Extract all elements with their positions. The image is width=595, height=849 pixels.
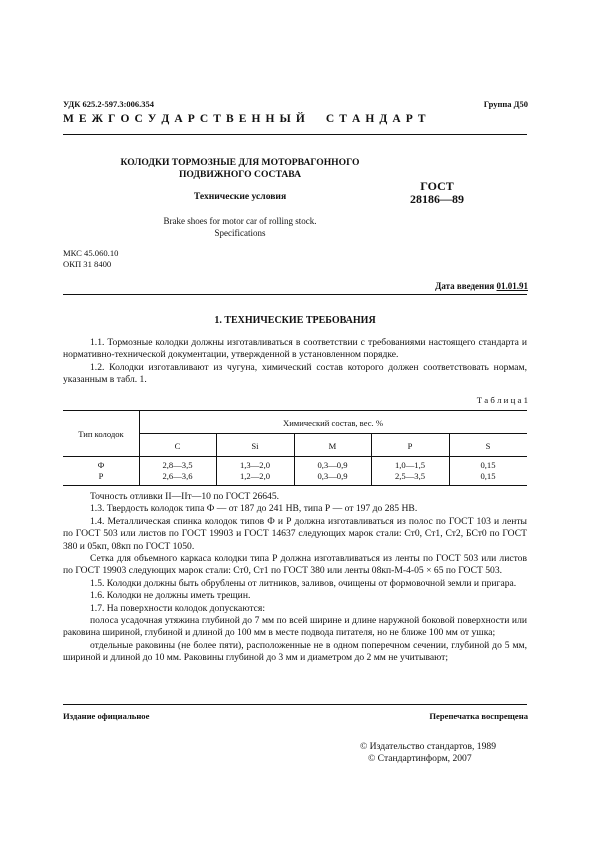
effective-date-label: Дата введения xyxy=(435,281,495,291)
group-code: Группа Д50 xyxy=(483,99,528,109)
table-cell: 1,0—1,5 xyxy=(394,460,426,470)
mks-code: МКС 45.060.10 xyxy=(63,248,119,258)
casting-accuracy: Точность отливки II—IIт—10 по ГОСТ 26645. xyxy=(90,491,280,502)
table-head-rule xyxy=(63,456,527,457)
table-cell: 2,8—3,5 xyxy=(162,460,193,470)
table-header-element: S xyxy=(485,441,491,451)
reprint-notice: Перепечатка воспрещена xyxy=(429,711,528,721)
table-header-composition: Химический состав, вес. % xyxy=(282,418,383,428)
table-cell: 1,3—2,0 xyxy=(239,460,271,470)
table-cell: 0,15 xyxy=(480,460,496,470)
official-edition: Издание официальное xyxy=(63,711,150,721)
udk-code: УДК 625.2-597.3:006.354 xyxy=(63,99,155,109)
copyright-line-2: © Стандартинформ, 2007 xyxy=(368,753,472,764)
title-line-1: КОЛОДКИ ТОРМОЗНЫЕ ДЛЯ МОТОРВАГОННОГО xyxy=(120,157,360,168)
table-row-type: Ф xyxy=(97,460,105,470)
okp-code: ОКП 31 8400 xyxy=(63,258,112,269)
table-bottom-rule xyxy=(63,485,527,486)
copyright-line-1: © Издательство стандартов, 1989 xyxy=(360,741,496,752)
document-subtitle: Технические условия xyxy=(193,191,287,202)
gost-designation xyxy=(397,180,477,206)
title-line-2: ПОДВИЖНОГО СОСТАВА xyxy=(178,168,302,180)
gost-label: ГОСТ xyxy=(420,179,454,193)
effective-date-value: 01.01.91 xyxy=(496,281,528,291)
paragraph-1-5: 1.5. Колодки должны быть обрублены от литников, заливов, очищены от формовочной земли и пригара. xyxy=(90,577,517,589)
table-header-type: Тип колодок xyxy=(78,429,124,439)
copyright-block xyxy=(360,741,496,765)
footer-rule xyxy=(63,704,527,705)
section-heading: 1. ТЕХНИЧЕСКИЕ ТРЕБОВАНИЯ xyxy=(214,315,376,326)
paragraph-1-4: 1.4. Металлическая спинка колодок типов Ф и Р должна изготавливаться из полос по ГОСТ 103 и ленты по ГОСТ 503 или листов по ГОСТ 19903 и ГОСТ 14637 следующих марок стали: Ст0, Ст1, Ст2, БСт0 по ГОСТ 380 и 05кп, 08кп по ГОСТ 1050. xyxy=(63,515,527,552)
paragraph-1-2: 1.2. Колодки изготавливают из чугуна, химический состав которого должен соответствовать нормам, указанным в табл. 1. xyxy=(63,361,527,386)
document-title xyxy=(100,157,380,180)
english-title-line-1: Brake shoes for motor car of rolling stock. xyxy=(163,216,317,226)
table-header-element: P xyxy=(407,441,413,451)
paragraph-1-6: 1.6. Колодки не должны иметь трещин. xyxy=(90,590,251,602)
paragraph-1-4-mesh: Сетка для объемного каркаса колодки типа Р должна изготавливаться из ленты по ГОСТ 503 или листов по ГОСТ 19903 следующих марок стали: Ст0, Ст1 по ГОСТ 380 или ленты 08кп-М-4-05 × 65 по ГОСТ 503. xyxy=(63,553,527,577)
paragraph-1-7-item: полоса усадочная утяжина глубиной до 7 мм по всей ширине и длине наружной боковой поверхности или раковина шириной, глубиной и длиной до 100 мм в месте подвода питателя, но не ближе 100 мм от ушка; xyxy=(63,615,527,639)
header-rule xyxy=(63,134,527,135)
table-header-element: C xyxy=(174,441,181,451)
table-header-element: Si xyxy=(251,441,259,451)
date-rule xyxy=(63,294,527,295)
table-cell: 1,2—2,0 xyxy=(239,471,271,481)
table-cell: 0,3—0,9 xyxy=(317,471,348,481)
gost-number: 28186—89 xyxy=(410,192,464,206)
table-top-rule xyxy=(63,410,527,411)
table-cell: 2,6—3,6 xyxy=(162,471,193,481)
section-paragraphs xyxy=(63,337,527,387)
table-caption: Т а б л и ц а 1 xyxy=(476,395,528,405)
effective-date xyxy=(435,281,528,291)
table-cell: 2,5—3,5 xyxy=(394,471,426,481)
table-group-rule xyxy=(139,433,527,434)
english-title-line-2: Specifications xyxy=(214,227,266,238)
paragraph-1-1: 1.1. Тормозные колодки должны изготавливаться в соответствии с требованиями настоящего стандарта и нормативно-технической документации, утвержденной в установленном порядке. xyxy=(63,337,527,361)
table-cell: 0,15 xyxy=(480,471,496,481)
standard-banner: М Е Ж Г О С У Д А Р С Т В Е Н Н Ы Й С Т А Н Д А Р Т xyxy=(63,113,427,125)
english-title xyxy=(100,216,380,239)
paragraph-1-7-item: отдельные раковины (не более пяти), расположенные не в одном поперечном сечении, глубиной до 5 мм, шириной и длиной до 10 мм. Раковины глубиной до 3 мм и диаметром до 2 мм не учитывают; xyxy=(63,639,527,664)
classification-codes xyxy=(63,248,118,269)
paragraph-1-7: 1.7. На поверхности колодок допускаются: xyxy=(90,602,266,614)
table-row-type: Р xyxy=(98,471,104,481)
paragraph-1-3: 1.3. Твердость колодок типа Ф — от 187 до 241 НВ, типа Р — от 197 до 285 НВ. xyxy=(90,503,418,515)
table-header-element: M xyxy=(328,441,337,451)
body-paragraphs xyxy=(63,491,527,665)
table-cell: 0,3—0,9 xyxy=(317,460,348,470)
